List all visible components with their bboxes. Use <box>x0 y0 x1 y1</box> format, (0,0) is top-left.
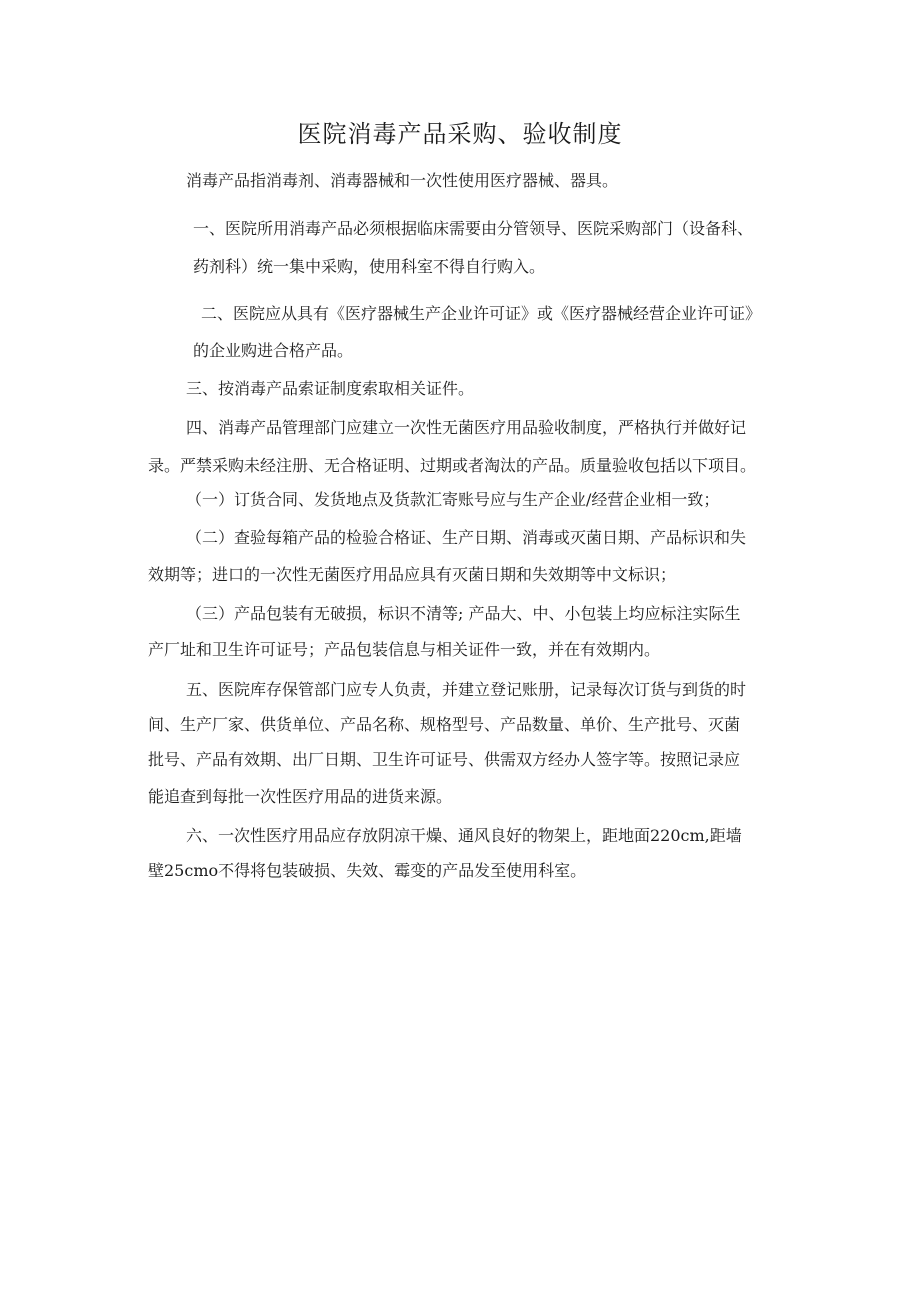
item4-line1: 四、消毒产品管理部门应建立一次性无菌医疗用品验收制度，严格执行并做好记 <box>186 418 747 437</box>
item4-sub3-line2: 产厂址和卫生许可证号；产品包装信息与相关证件一致，并在有效期内。 <box>148 640 661 659</box>
document-title: 医院消毒产品采购、验收制度 <box>297 120 623 148</box>
item1-line2: 药剂科）统一集中采购，使用科室不得自行购入。 <box>193 257 546 276</box>
item2-line1: 二、医院应从具有《医疗器械生产企业许可证》或《医疗器械经营企业许可证》 <box>201 304 762 323</box>
item1-line1: 一、医院所用消毒产品必须根据临床需要由分管领导、医院采购部门（设备科、 <box>193 219 754 238</box>
item4-sub1-line1: （一）订货合同、发货地点及货款汇寄账号应与生产企业/经营企业相一致； <box>186 490 720 509</box>
item5-line1: 五、医院库存保管部门应专人负责，并建立登记账册，记录每次订货与到货的时 <box>186 680 747 699</box>
item6-line2: 壁25cmo不得将包装破损、失效、霉变的产品发至使用科室。 <box>148 861 587 880</box>
item5-line2: 间、生产厂家、供货单位、产品名称、规格型号、产品数量、单价、生产批号、灭菌 <box>148 715 741 734</box>
item4-sub2-line2: 效期等；进口的一次性无菌医疗用品应具有灭菌日期和失效期等中文标识； <box>148 565 677 584</box>
item4-sub2-line1: （二）查验每箱产品的检验合格证、生产日期、消毒或灭菌日期、产品标识和失 <box>186 528 747 547</box>
item4-line2: 录。严禁采购未经注册、无合格证明、过期或者淘汰的产品。质量验收包括以下项目。 <box>148 456 757 475</box>
item5-line4: 能追查到每批一次性医疗用品的进货来源。 <box>148 787 453 806</box>
item3-line1: 三、按消毒产品索证制度索取相关证件。 <box>186 379 475 398</box>
item2-line2: 的企业购进合格产品。 <box>193 341 354 360</box>
item5-line3: 批号、产品有效期、出厂日期、卫生许可证号、供需双方经办人签字等。按照记录应 <box>148 750 741 769</box>
item4-sub3-line1: （三）产品包装有无破损，标识不清等; 产品大、中、小包装上均应标注实际生 <box>186 604 741 623</box>
intro-text: 消毒产品指消毒剂、消毒器械和一次性使用医疗器械、器具。 <box>186 171 619 190</box>
item6-line1: 六、一次性医疗用品应存放阴凉干燥、通风良好的物架上，距地面220cm,距墙 <box>186 826 742 845</box>
